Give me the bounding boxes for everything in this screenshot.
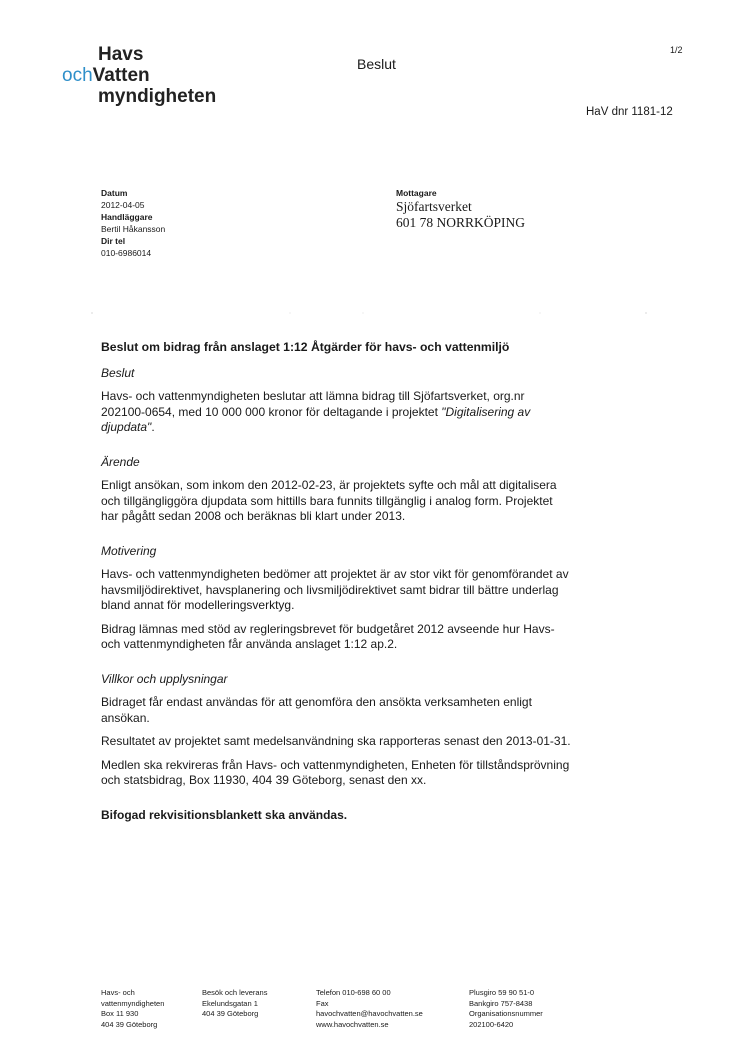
decision-project-name: "Digitalisering av djupdata" [101, 404, 531, 434]
footer-line: vattenmyndigheten [101, 998, 165, 1008]
page-number: 1/2 [670, 45, 683, 55]
scan-dots [90, 312, 650, 314]
logo-line-myndigheten: myndigheten [98, 86, 217, 107]
footer-line: 404 39 Göteborg [101, 1019, 158, 1029]
footer-line: Box 11 930 [101, 1009, 139, 1018]
document-title: Beslut [357, 56, 396, 72]
decision-paragraph [101, 389, 571, 436]
footer-line: Havs- och [101, 988, 135, 997]
logo-line-och-vatten [62, 65, 216, 86]
phone-value: 010-6986014 [101, 248, 152, 258]
paragraph: Havs- och vattenmyndigheten bedömer att projektet är av stor vikt för genomförandet av havsmiljödirektivet, havsplanering och livsmiljödirektivet samt bidrar till bättre underlag bland annat för modelleringsverktyg. [101, 567, 569, 612]
handler-label: Handläggare [101, 212, 153, 222]
recipient-address: 601 78 NORRKÖPING [396, 215, 526, 230]
paragraph: Medlen ska rekvireras från Havs- och vattenmyndigheten, Enheten för tillståndsprövning och statsbidrag, Box 11930, 404 39 Göteborg, senast den xx. [101, 757, 570, 787]
decision-text: Havs- och vattenmyndigheten beslutar att lämna bidrag till Sjöfartsverket, org.nr 202100-0654, med 10 000 000 kronor för deltagande i projektet [101, 389, 525, 419]
logo-vatten: Vatten [92, 65, 150, 86]
footer-contact [316, 988, 423, 1030]
footer-line: Plusgiro 59 90 51-0 [469, 988, 535, 997]
phone-label: Dir tel [101, 236, 126, 246]
footer-email: havochvatten@havochvatten.se [316, 1009, 423, 1018]
agency-logo [62, 44, 216, 107]
section-beslut [101, 366, 571, 436]
logo-och: och [62, 65, 93, 86]
recipient-name: Sjöfartsverket [396, 199, 472, 214]
footer-line: Telefon 010-698 60 00 [316, 988, 391, 997]
footer-payment [469, 988, 543, 1030]
recipient-block [396, 187, 525, 231]
paragraph: Bidraget får endast användas för att genomföra den ansökta verksamheten enligt ansökan. [101, 695, 532, 725]
section-arende [101, 455, 571, 525]
decision-heading: Beslut om bidrag från anslaget 1:12 Åtgärder för havs- och vattenmiljö [101, 340, 510, 354]
handler-value: Bertil Håkansson [101, 224, 166, 234]
footer-website: www.havochvatten.se [316, 1019, 389, 1029]
date-label: Datum [101, 188, 128, 198]
decision-end: . [151, 420, 155, 434]
footer-line: Bankgiro 757-8438 [469, 998, 533, 1008]
section-title: Ärende [101, 454, 140, 469]
recipient-label: Mottagare [396, 188, 437, 198]
logo-line-havs: Havs [98, 44, 144, 65]
section-motivering [101, 544, 571, 653]
document-meta [101, 187, 165, 259]
section-title: Villkor och upplysningar [101, 671, 228, 686]
paragraph: Bidrag lämnas med stöd av regleringsbrevet för budgetåret 2012 avseende hur Havs- och vattenmyndigheten får använda anslaget 1:12 ap.2. [101, 621, 555, 651]
footer-line: 404 39 Göteborg [202, 1009, 259, 1018]
section-title: Beslut [101, 365, 135, 380]
closing-statement: Bifogad rekvisitionsblankett ska användas. [101, 807, 348, 822]
decision-body [101, 340, 571, 823]
footer-line: 202100-6420 [469, 1019, 514, 1029]
section-title: Motivering [101, 543, 157, 558]
paragraph: Resultatet av projektet samt medelsanvändning ska rapporteras senast den 2013-01-31. [101, 734, 571, 748]
paragraph: Enligt ansökan, som inkom den 2012-02-23, är projektets syfte och mål att digitalisera och tillgängliggöra djupdata som hittills bara funnits tillgänglig i analog form. Projektet har pågått sedan 2008 och beräknas bli klart under 2013. [101, 478, 557, 523]
footer-line: Organisationsnummer [469, 1009, 543, 1018]
reference-number: HaV dnr 1181-12 [586, 106, 673, 118]
date-value: 2012-04-05 [101, 200, 145, 210]
footer-line: Fax [316, 998, 329, 1008]
footer-line: Ekelundsgatan 1 [202, 998, 258, 1008]
footer-visit [202, 988, 267, 1020]
section-villkor [101, 672, 571, 789]
footer-address [101, 988, 164, 1030]
footer-line: Besök och leverans [202, 988, 268, 997]
